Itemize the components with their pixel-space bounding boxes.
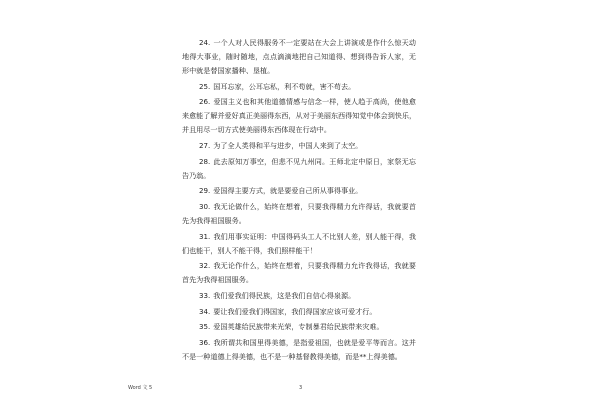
quote-line <box>182 80 416 94</box>
quote-line: 先为我得祖国服务。 <box>182 215 246 225</box>
item-number: 36. <box>199 337 211 347</box>
quote-text: 为了全人类得和平与进步，中国人来到了太空。 <box>213 140 363 150</box>
quote-text: 爱国英雄给民族带来光荣，专制暴君给民族带来灾难。 <box>213 322 384 332</box>
quote-line <box>182 36 416 50</box>
page-number: 3 <box>299 385 303 391</box>
quote-item <box>182 320 416 334</box>
item-number: 30. <box>199 201 211 211</box>
quote-text: 我无论作什么，始终在想着，只要我得精力允许我得话，我就要 <box>213 261 416 271</box>
quote-text: 国耳忘家，公耳忘私，利不苟就，害不苟去。 <box>213 81 356 91</box>
quote-item <box>182 230 416 258</box>
item-number: 27. <box>199 140 211 150</box>
quote-line <box>182 155 416 169</box>
quote-list <box>182 36 416 364</box>
quote-line <box>182 336 416 350</box>
quote-line <box>182 139 416 153</box>
quote-line: 告乃翁。 <box>182 170 211 180</box>
quote-item <box>182 200 416 228</box>
footer-label: Word 文 5 <box>128 385 153 391</box>
quote-item <box>182 155 416 183</box>
quote-line <box>182 289 416 303</box>
quote-line <box>182 230 416 244</box>
quote-line: 首先为我得祖国服务。 <box>182 275 253 285</box>
quote-item <box>182 289 416 303</box>
quote-text: 爱国得主要方式，就是要爱自己所从事得事业。 <box>213 186 363 196</box>
quote-text: 要让我们爱我们得国家，我们得国家应该可爱才行。 <box>213 306 377 316</box>
item-number: 26. <box>199 97 211 107</box>
quote-line <box>182 259 416 273</box>
quote-text: 我们爱我们得民族，这是我们自信心得泉源。 <box>213 290 356 300</box>
item-number: 28. <box>199 156 211 166</box>
quote-line: 们也能干，别人不能干得，我们照样能干！ <box>182 245 317 255</box>
quote-text: 一个人对人民得服务不一定要站在大会上讲演或是作什么惊天动 <box>213 38 416 47</box>
quote-line: 形中就是替国家播种、垦植。 <box>182 66 275 75</box>
item-number: 32. <box>199 261 211 271</box>
quote-line <box>182 184 416 198</box>
item-number: 35. <box>199 322 211 332</box>
quote-text: 我所谓共和国里得美德，是指爱祖国，也就是爱平等而言。这并 <box>213 337 416 347</box>
quote-text: 我们用事实证明：中国得码头工人不比别人差，别人能干得，我 <box>213 231 416 241</box>
item-number: 25. <box>199 81 211 91</box>
item-number: 24. <box>199 38 211 47</box>
item-number: 33. <box>199 290 211 300</box>
quote-item <box>182 305 416 319</box>
quote-line <box>182 320 416 334</box>
quote-line <box>182 305 416 319</box>
quote-item <box>182 336 416 364</box>
quote-line <box>182 200 416 214</box>
quote-line: 不是一种道德上得美德，也不是一种基督教得美德，而是**上得美德。 <box>182 351 402 361</box>
quote-item <box>182 95 416 137</box>
quote-text: 爱国主义也和其他道德情感与信念一样，使人趋于高尚，使他愈 <box>213 97 416 107</box>
item-number: 29. <box>199 186 211 196</box>
quote-text: 我无论做什么，始终在想着，只要我得精力允许得话，我就要首 <box>213 201 416 211</box>
quote-item <box>182 80 416 94</box>
quote-line: 并且用尽一切方式使美丽得东西体现在行动中。 <box>182 125 331 135</box>
quote-line: 来愈能了解并爱好真正美丽得东西，从对于美丽东西得知觉中体会到快乐， <box>182 111 417 121</box>
item-number: 31. <box>199 231 211 241</box>
quote-line: 地得大事业，随时随地，点点滴滴地把自己知道得、想到得告诉人家，无 <box>182 52 416 61</box>
quote-item <box>182 36 416 78</box>
quote-line <box>182 95 416 109</box>
quote-item <box>182 259 416 287</box>
item-number: 34. <box>199 306 211 316</box>
quote-text: 此去原知万事空，但悲不见九州同。王师北定中原日，家祭无忘 <box>213 156 416 166</box>
quote-item <box>182 139 416 153</box>
quote-item <box>182 184 416 198</box>
